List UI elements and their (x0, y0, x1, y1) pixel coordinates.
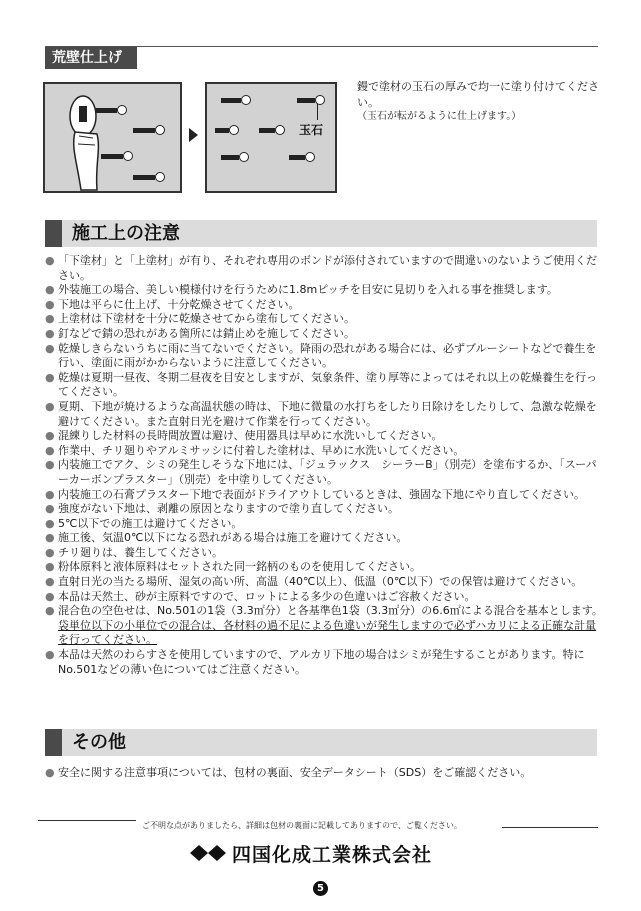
list-item-text: 粉体原料と液体原料はセットされた同一銘柄のものを使用してください。 (58, 560, 421, 574)
bullet-icon: ● (45, 399, 55, 413)
list-item-text: 夏期、下地が焼けるような高温状態の時は、下地に微量の水打ちをしたり日除けをしたりして、急激な乾燥を避けてください。また直射日光を避けて作業を行ってください。 (58, 399, 597, 428)
arrow-right-icon (189, 128, 198, 142)
aggregate-stone-mark (95, 108, 117, 113)
bullet-icon: ● (45, 326, 55, 340)
finish-note: （玉石が転がるように仕上げます。） (357, 111, 522, 122)
bullet-icon: ● (45, 575, 55, 589)
footer-rule-right (502, 827, 598, 828)
bullet-icon: ● (45, 545, 55, 559)
stone-label: 玉石 (299, 123, 324, 137)
list-item (45, 517, 605, 532)
bullet-icon: ● (45, 341, 55, 355)
list-item-text: 下地は平らに仕上げ、十分乾燥させてください。 (58, 297, 300, 311)
list-item (45, 429, 605, 444)
bullet-icon: ● (45, 648, 55, 662)
list-item-text: 本品は天然のわらすさを使用していますので、アルカリ下地の場合はシミが発生することがあります。特にNo.501などの薄い色についてはご注意ください。 (58, 648, 585, 676)
aggregate-stone (117, 105, 127, 115)
list-item-text: 釘などで錆の恐れがある箇所には錆止めを施してください。 (58, 326, 355, 340)
bullet-icon: ● (45, 502, 55, 516)
stone-leader-line (317, 104, 318, 120)
aggregate-stone (241, 95, 251, 105)
precautions-list (45, 254, 605, 677)
section-title-precautions: 施工上の注意 (72, 223, 180, 244)
list-item (45, 327, 605, 342)
list-item-text: 混練りした材料の長時間放置は避け、使用器具は早めに水洗いしてください。 (58, 429, 443, 443)
list-item (45, 298, 605, 313)
list-item-text: チリ廻りは、養生してください。 (58, 545, 223, 559)
list-item (45, 254, 605, 283)
aggregate-stone (155, 172, 165, 182)
bullet-icon: ● (45, 283, 55, 297)
list-item (45, 546, 605, 561)
list-item-text: 作業中、チリ廻りやアルミサッシに付着した塗材は、早めに水洗いしてください。 (58, 443, 465, 457)
company-logo (190, 840, 432, 866)
section-header-other (45, 729, 597, 756)
list-item-text: 混合色の空色せは、No.501の1袋（3.3㎡分）と各基準色1袋（3.3㎡分）の6.6㎡による混合を基本とします。 (58, 604, 603, 618)
footer-rule-left (38, 820, 136, 821)
bullet-icon: ● (45, 254, 55, 267)
other-list (45, 765, 605, 780)
list-item (45, 575, 605, 590)
bullet-icon: ● (45, 531, 55, 545)
section-header-precautions (45, 220, 597, 247)
aggregate-stone-mark (133, 128, 155, 133)
footer-note: ご不明な点がありましたら、詳細は包材の裏面に記載してありますので、ご覧ください。 (142, 821, 462, 830)
bullet-icon: ● (45, 589, 55, 603)
aggregate-stone-mark (289, 155, 305, 160)
section-title-rough-finish: 荒壁仕上げ (45, 47, 137, 69)
bullet-icon: ● (45, 766, 55, 779)
aggregate-stone (123, 151, 133, 161)
bullet-icon: ● (45, 370, 55, 384)
aggregate-stone-mark (221, 98, 241, 103)
list-item-text: 5℃以下での施工は避けてください。 (58, 516, 243, 530)
list-item (45, 488, 605, 503)
list-item (45, 765, 605, 780)
aggregate-stone (239, 152, 249, 162)
bullet-icon: ● (45, 443, 55, 457)
header-accent-bar (45, 220, 62, 247)
list-item (45, 312, 605, 327)
aggregate-stone (305, 152, 315, 162)
bullet-icon: ● (45, 458, 55, 472)
list-item-text: 施工後、気温0℃以下になる恐れがある場合は施工を避けてください。 (58, 531, 408, 545)
aggregate-stone (275, 125, 285, 135)
list-item-text: 乾燥は夏期一昼夜、冬期二昼夜を目安としますが、気象条件、塗り厚等によってはそれ以上の乾燥養生を行ってください。 (58, 370, 597, 399)
aggregate-stone-mark (133, 175, 155, 180)
aggregate-stone-mark (297, 98, 315, 103)
bullet-icon: ● (45, 297, 55, 311)
page-number: 5 (313, 881, 328, 896)
list-item-text: 本品は天然土、砂が主原料ですので、ロットによる多少の色違いはご容赦ください。 (58, 589, 476, 603)
list-item-text: 上塗材は下塗材を十分に乾燥させてから塗布してください。 (58, 312, 355, 326)
list-item-text: 安全に関する注意事項については、包材の裏面、安全データシート（SDS）をご確認ください。 (58, 766, 532, 779)
company-mark-icon (190, 843, 226, 863)
list-item (45, 531, 605, 546)
bullet-icon: ● (45, 516, 55, 530)
bullet-icon: ● (45, 429, 55, 443)
finish-description: 鏝で塗材の玉石の厚みで均一に塗り付けてください。 (357, 80, 599, 109)
list-item-underlined-text: 袋単位以下の小単位での混合は、各材料の過不足による色違いが発生しますので必ずハカリによる正確な計量を行ってください。 (58, 618, 597, 647)
header-accent-bar (45, 729, 62, 756)
list-item (45, 458, 605, 487)
aggregate-stone (155, 125, 165, 135)
list-item-text: 乾燥しきらないうちに雨に当てないでください。降雨の恐れがある場合には、必ずブルーシートなどで養生を行い、塗面に雨がかからないように注意してください。 (58, 341, 597, 370)
list-item (45, 502, 605, 517)
bullet-icon: ● (45, 312, 55, 326)
section-title-other: その他 (72, 732, 126, 753)
list-item (45, 400, 605, 429)
list-item-text: 「下塗材」と「上塗材」が有り、それぞれ専用のボンドが添付されていますので間違いのないようご使用ください。 (58, 254, 597, 282)
list-item (45, 444, 605, 459)
illustration-after (205, 82, 337, 193)
aggregate-stone (229, 125, 239, 135)
list-item-mixing (45, 604, 605, 648)
list-item (45, 590, 605, 605)
aggregate-stone-mark (101, 154, 123, 159)
list-item-text: 直射日光の当たる場所、湿気の高い所、高温（40℃以上）、低温（0℃以下）での保管は避けてください。 (58, 575, 583, 589)
bullet-icon: ● (45, 604, 55, 618)
aggregate-stone-mark (221, 155, 239, 160)
list-item-text: 強度がない下地は、剥離の原因となりますので塗り直してください。 (58, 502, 399, 516)
illustration-before (43, 82, 182, 193)
aggregate-stone-mark (259, 128, 275, 133)
list-item (45, 283, 605, 298)
aggregate-stone-mark (215, 128, 229, 133)
list-item-text: 内装施工の石膏プラスター下地で表面がドライアウトしているときは、強固な下地にやり直してください。 (58, 487, 586, 501)
bullet-icon: ● (45, 560, 55, 574)
bullet-icon: ● (45, 487, 55, 501)
hand-trowel-illustration (63, 92, 113, 192)
list-item-text: 内装施工でアク、シミの発生しそうな下地には、「ジュラックス シーラーB」（別売）を塗布するか、「スーパーカーボンプラスター」（別売）を中塗りしてください。 (58, 458, 597, 486)
list-item (45, 560, 605, 575)
company-name: 四国化成工業株式会社 (232, 843, 433, 866)
list-item (45, 342, 605, 371)
list-item (45, 648, 605, 677)
list-item (45, 371, 605, 400)
list-item-text: 外装施工の場合、美しい模様付けを行うために1.8mピッチを目安に見切りを入れる事を推奨します。 (58, 283, 558, 297)
